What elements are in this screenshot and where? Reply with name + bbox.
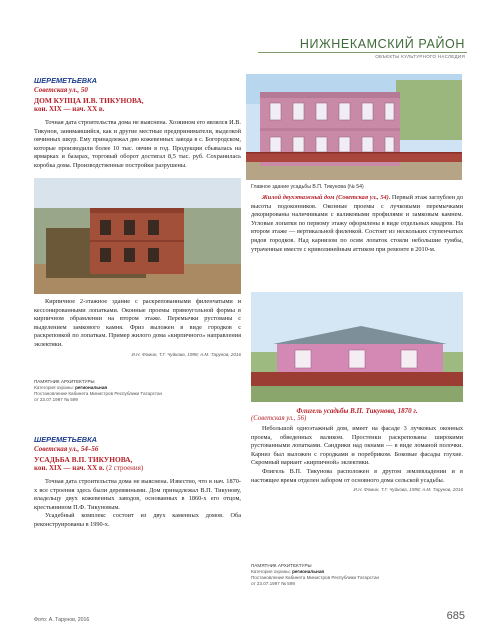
building-count: (2 строения) bbox=[106, 464, 144, 472]
house-photo-illustration bbox=[246, 74, 462, 180]
protection-category-label: Категория охраны: bbox=[34, 385, 74, 390]
heritage-status-block bbox=[251, 563, 463, 587]
ruin-photo-illustration bbox=[34, 178, 241, 294]
page-number: 685 bbox=[446, 610, 465, 622]
protection-category-label: Категория охраны: bbox=[251, 569, 291, 574]
object-title: УСАДЬБА В.П. ТИКУНОВА, bbox=[34, 455, 133, 464]
building-lead-title: Жилой двухэтажный дом (Советская ул., 54). bbox=[262, 194, 391, 201]
outbuilding-photo-illustration bbox=[251, 292, 463, 402]
description-paragraph: Небольшой одноэтажный дом, имеет на фасаде 3 лучковых оконных проема, обведенных валиком. Простенки раскрепованы широкими рустованными лопатками. Сандрики над окнами — в виде ломаной полочки. Карниз был выложен с городками и поребриком. Боковые фасады глухие. Скромный вариант «кирпичной» эклектики. bbox=[251, 425, 463, 467]
object-title: Флигель усадьбы В.П. Тикунова, 1870 г. bbox=[296, 407, 418, 415]
object-title: ДОМ КУПЦА И.В. ТИКУНОВА, bbox=[34, 96, 144, 105]
description-paragraph: Первый этаж заглублен до высоты подоконников. Оконные проемы с лучковыми перемычками декорированы наличниками с валиковыми профилями и замковым камнем. Угловые лопатки по первому этажу оформлены в виде отдельных квадров. На втором этаже — вертикальной филенкой. Состоит из нескольких ступенчатых рядов городков. Над карнизом по осям лопаток стояли небольшие тумбы, утраченные вместе с криволинейным аттиком при ремонте в 2010-м. bbox=[251, 194, 463, 253]
description-paragraph: Кирпичное 2-этажное здание с раскрепованными филенчатыми и кессонированными лопатками. Оконные проемы прямоугольной формы в кирпичном обрамлении на втором этаже. Перемычки рустованы с выделением замкового камня. Фриз выложен в виде городков с раскреповкой по лопаткам. Пример жилого дома «кирпичного» направления эклектики. bbox=[34, 298, 241, 348]
description-paragraph: Усадебный комплекс состоит из двух каменных домов. Оба реконструированы в 1990-х. bbox=[34, 512, 241, 528]
street-address: Советская ул., 50 bbox=[34, 86, 88, 94]
entry-main-house-description bbox=[251, 194, 463, 254]
entry-brick-house-description bbox=[34, 298, 241, 358]
decree-date: от 23.07.1997 № 599 bbox=[251, 581, 295, 586]
photo-credit: И.Н. Фомин, Т.Г. Чуйкова, 1998; А.М. Тарунов, 2016 bbox=[353, 487, 463, 493]
entry-outbuilding-description bbox=[251, 407, 463, 493]
decree-text: Постановление Кабинета Министров Республики Татарстан bbox=[34, 391, 163, 396]
monument-type: ПАМЯТНИК АРХИТЕКТУРЫ bbox=[251, 563, 312, 568]
object-dating: кон. XIX — нач. XX в. bbox=[34, 464, 105, 472]
description-paragraph: Флигель В.П. Тикунова расположен в другом землевладении и в настоящее время отделен забором от основного дома сельской усадьбы. bbox=[251, 467, 463, 484]
heritage-status-block bbox=[34, 379, 241, 403]
object-dating: кон. XIX — нач. XX в. bbox=[34, 105, 105, 113]
description-paragraph: Точная дата строительства дома не выяснена. Хозяином его являлся И.В. Тикунов, занимавшийся, как и другие местные предприниматели, выделкой овчинных шкур. Ему принадлежал дво кожевенных завода в с. Богородском, которые производили более 10 тыс. овчин в год. Продукция сбывалась на ярмарках и базарах, торговый оборот достигал 8,5 тыс. руб. Сохранилась коробка дома. Производственные постройки разрушены. bbox=[34, 119, 241, 169]
monument-type: ПАМЯТНИК АРХИТЕКТУРЫ bbox=[34, 379, 95, 384]
entry-tikunov-vp-estate bbox=[34, 435, 241, 530]
protection-category-value: региональная bbox=[75, 385, 108, 390]
header-rule bbox=[258, 52, 467, 53]
decree-text: Постановление Кабинета Министров Республики Татарстан bbox=[251, 575, 380, 580]
photo-tikunov-iv-house bbox=[34, 178, 241, 294]
street-address: Советская ул., 54–56 bbox=[34, 445, 99, 453]
footer-photo-credit: Фото: А. Тарунов, 2016 bbox=[34, 617, 90, 623]
decree-date: от 23.07.1997 № 599 bbox=[34, 397, 78, 402]
section-subtitle: ОБЪЕКТЫ КУЛЬТУРНОГО НАСЛЕДИЯ bbox=[375, 54, 465, 59]
protection-category-value: региональная bbox=[292, 569, 325, 574]
section-title: НИЖНЕКАМСКИЙ РАЙОН bbox=[299, 37, 465, 51]
description-paragraph: Точная дата строительства дома не выяснена. Известно, что в нач. 1870-х все строения здесь были деревянными. Дом принадлежал В.П. Тикунову, владельцу двух кожевенных заводов, основанных в 1860-х его отцом, крестьянином П.Ф. Тикуновым. bbox=[34, 478, 241, 511]
village-name: ШЕРЕМЕТЬЕВКА bbox=[34, 76, 98, 85]
village-name: ШЕРЕМЕТЬЕВКА bbox=[34, 435, 98, 444]
photo-caption: Главное здание усадьбы В.П. Тикунова (№ 54) bbox=[251, 184, 364, 190]
photo-estate-outbuilding bbox=[251, 292, 463, 402]
entry-tikunov-iv-house bbox=[34, 76, 241, 171]
photo-credit: И.Н. Фомин, Т.Г. Чуйкова, 1998; А.М. Тарунов, 2016 bbox=[131, 351, 241, 357]
street-address: (Советская ул., 56) bbox=[251, 415, 307, 422]
photo-main-estate-house bbox=[246, 74, 462, 180]
